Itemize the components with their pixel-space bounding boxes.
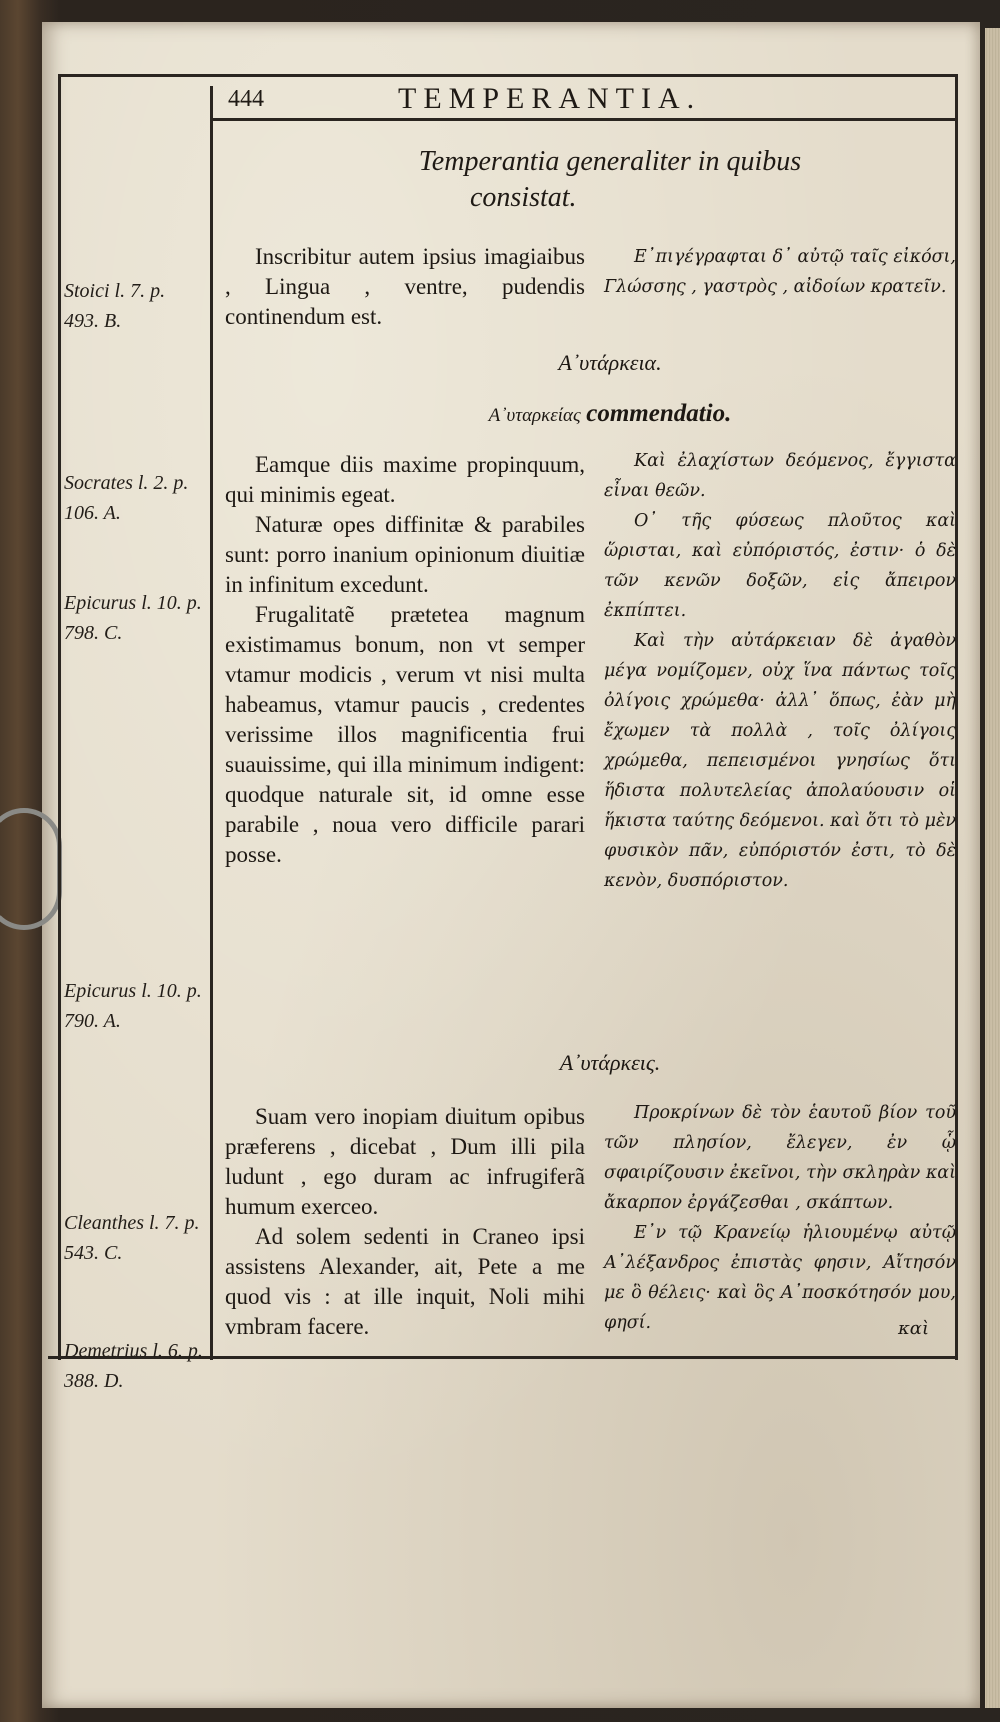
section-title-line1: Temperantia generaliter in quibus bbox=[418, 146, 802, 177]
running-head bbox=[0, 82, 1000, 116]
subhead-commendatio bbox=[330, 400, 890, 428]
page-edge bbox=[985, 28, 1000, 1708]
greek-paragraph: Καὶ τὴν αὐτάρκειαν δὲ ἀγαθὸν μέγα νομίζομεν, οὐχ ἵνα πάντως τοῖς ὀλίγοις χρώμεθα· ἀλλ᾽ ὅπως, ἐὰν μὴ ἔχωμεν τὰ πολλὰ , τοῖς ὀλίγοις χρώμεθα, πεπεισμένοι γνησίως ὅτι ἥδιστα πολυτελείας ἀπολαύουσιν οἱ ἥκιστα ταύτης δεόμενοι. καὶ ὅτι τὸ μὲν φυσικὸν πᾶν, εὐπόριστόν ἐστι, τὸ δὲ κενὸν, δυσπόριστον. bbox=[604, 631, 956, 891]
head-rule bbox=[212, 118, 958, 121]
top-rule bbox=[58, 74, 958, 77]
page-number: 444 bbox=[228, 86, 264, 112]
running-title: TEMPERANTIA. bbox=[398, 82, 702, 115]
subhead-latin: commendatio. bbox=[586, 400, 732, 427]
greek-paragraph: Προκρίνων δὲ τὸν ἑαυτοῦ βίον τοῦ τῶν πλησίον, ἔλεγεν, ἐν ᾧ σφαιρίζουσιν ἐκεῖνοι, τὴν σκληρὰν καὶ ἄκαρπον ἐργάζεσθαι , σκάπτων. bbox=[604, 1103, 956, 1213]
latin-paragraph: Eamque diis maxime propinquum, qui minimis egeat. bbox=[225, 452, 585, 507]
subhead-greek: Α᾽υταρκείας bbox=[488, 405, 581, 426]
latin-paragraph: Naturæ opes diffinitæ & parabiles sunt: porro inanium opinionum diuitiæ in infinitum excedunt. bbox=[225, 512, 585, 597]
greek-block-2 bbox=[604, 1098, 956, 1338]
latin-block-1 bbox=[225, 450, 585, 870]
latin-paragraph: Inscribitur autem ipsius imagiaibus , Lingua , ventre, pudendis continendum est. bbox=[225, 244, 585, 329]
margin-note-epicurus-1: Epicurus l. 10. p. 798. C. bbox=[64, 592, 202, 644]
margin-note-socrates: Socrates l. 2. p. 106. A. bbox=[64, 472, 189, 524]
latin-paragraph: Frugalitatẽ prætetea magnum existimamus bonum, non vt semper vtamur modicis , verum vt nisi multa habeamus, vtamur paucis , credentes verissime illos magnificentia frui suauissime, qui illa minimum indigent: quodque naturale sit, id omne esse parabile , noua vero difficile parari posse. bbox=[225, 602, 585, 867]
latin-block-2 bbox=[225, 1102, 585, 1342]
greek-paragraph: Καὶ ἐλαχίστων δεόμενος, ἔγγιστα εἶναι θεῶν. bbox=[604, 451, 956, 501]
left-rule bbox=[58, 74, 61, 1360]
latin-paragraph: Suam vero inopiam diuitum opibus præferens , dicebat , Dum illi pila ludunt , ego duram ac infrugiferã humum exerceo. bbox=[225, 1104, 585, 1219]
greek-paragraph: Ε᾽ν τῷ Κρανείῳ ἡλιουμένῳ αὐτῷ Α᾽λέξανδρος ἐπιστὰς φησιν, Αἴτησόν με ὃ θέλεις· καὶ ὃς Α᾽ποσκότησόν μου, φησί. bbox=[604, 1223, 956, 1333]
subhead-autarkeia: Α᾽υτάρκεια. bbox=[558, 350, 662, 375]
margin-note-demetrius: Demetrius l. 6. p. 388. D. bbox=[64, 1340, 203, 1392]
latin-inscribitur bbox=[225, 242, 585, 332]
catchword: καὶ bbox=[898, 1318, 930, 1339]
greek-paragraph: Ο᾽ τῆς φύσεως πλοῦτος καὶ ὥρισται, καὶ εὐπόριστός, ἐστιν· ὁ δὲ τῶν κενῶν δοξῶν, εἰς ἄπειρον ἐκπίπτει. bbox=[604, 511, 956, 621]
greek-paragraph: Ε᾽πιγέγραφται δ᾽ αὐτῷ ταῖς εἰκόσι, Γλώσσης , γαστρὸς , αἰδοίων κρατεῖν. bbox=[604, 247, 956, 297]
margin-note-stoici: Stoici l. 7. p. 493. B. bbox=[64, 280, 166, 332]
subhead-autarkeis: Α᾽υτάρκεις. bbox=[559, 1050, 661, 1075]
column-rule bbox=[210, 86, 213, 1360]
margin-note-cleanthes: Cleanthes l. 7. p. 543. C. bbox=[64, 1212, 200, 1264]
greek-inscription bbox=[604, 242, 956, 302]
margin-note-epicurus-2: Epicurus l. 10. p. 790. A. bbox=[64, 980, 202, 1032]
section-title-line2: consistat. bbox=[470, 182, 577, 213]
greek-block-1 bbox=[604, 446, 956, 896]
page-clip bbox=[0, 808, 62, 930]
latin-paragraph: Ad solem sedenti in Craneo ipsi assistens Alexander, ait, Pete a me quod vis : at ille inquit, Noli mihi vmbram facere. bbox=[225, 1224, 585, 1339]
